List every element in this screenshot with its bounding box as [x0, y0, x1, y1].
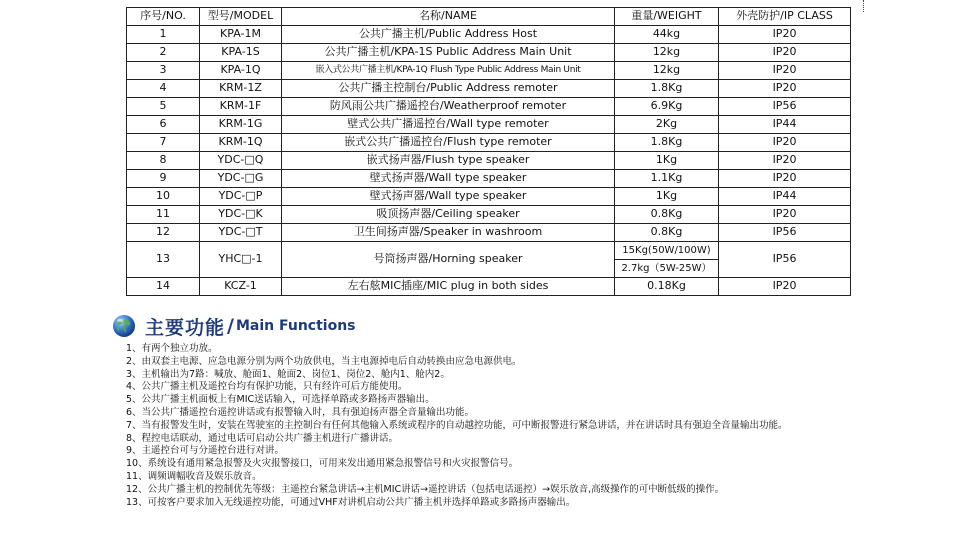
cell-model: YHC□-1	[200, 242, 282, 278]
table-row-horning-speaker	[127, 242, 851, 278]
main-functions-heading	[112, 312, 356, 340]
table-row	[127, 224, 851, 242]
cell-name: 号筒扬声器/Horning speaker	[282, 242, 615, 278]
cell-no: 14	[127, 278, 200, 296]
cell-no: 8	[127, 152, 200, 170]
table-row	[127, 98, 851, 116]
cell-model: KPA-1S	[200, 44, 282, 62]
cell-model: KPA-1M	[200, 26, 282, 44]
header-weight: 重量/WEIGHT	[615, 8, 719, 26]
list-item: 7、当有报警发生时，安装在驾驶室的主控制台有任何其他输入系统或程序的自动越控功能，可中断报警进行紧急讲话，并在讲话时具有强迫全音量输出功能。	[126, 419, 788, 431]
cell-ip: IP44	[719, 116, 851, 134]
list-item: 10、系统设有通用紧急报警及火灾报警接口，可用来发出通用紧急报警信号和火灾报警信号。	[126, 458, 519, 470]
cell-weight: 1Kg	[615, 188, 719, 206]
cell-model: KRM-1Q	[200, 134, 282, 152]
cell-ip: IP20	[719, 134, 851, 152]
cell-weight: 0.8Kg	[615, 224, 719, 242]
table-body	[127, 26, 851, 296]
table-row	[127, 134, 851, 152]
header-no: 序号/NO.	[127, 8, 200, 26]
cell-no: 6	[127, 116, 200, 134]
table-row	[127, 62, 851, 80]
function-list	[126, 343, 886, 509]
list-item: 1、有两个独立功放。	[126, 343, 218, 354]
cell-weight: 0.18Kg	[615, 278, 719, 296]
cell-model: KRM-1G	[200, 116, 282, 134]
cell-model: KRM-1Z	[200, 80, 282, 98]
table-row	[127, 44, 851, 62]
list-item: 6、当公共广播遥控台遥控讲话或有报警输入时，具有强迫扬声器全音量输出功能。	[126, 406, 475, 418]
table-row	[127, 26, 851, 44]
cell-name: 吸顶扬声器/Ceiling speaker	[282, 206, 615, 224]
cell-no: 4	[127, 80, 200, 98]
list-item: 13、可按客户要求加入无线遥控功能，可通过VHF对讲机启动公共广播主机并选择单路或多路扬声器输出。	[126, 496, 576, 508]
cell-ip: IP20	[719, 44, 851, 62]
cell-no: 10	[127, 188, 200, 206]
cell-ip: IP20	[719, 152, 851, 170]
cell-no: 7	[127, 134, 200, 152]
cell-weight: 44kg	[615, 26, 719, 44]
cell-no: 3	[127, 62, 200, 80]
list-item: 11、调频调幅收音及娱乐放音。	[126, 470, 262, 482]
cell-no: 2	[127, 44, 200, 62]
list-item: 2、由双套主电源、应急电源分别为两个功放供电，当主电源掉电后自动转换由应急电源供电。	[126, 355, 522, 367]
table-row	[127, 116, 851, 134]
cell-model: KCZ-1	[200, 278, 282, 296]
cell-weight: 1.1Kg	[615, 170, 719, 188]
table-row	[127, 152, 851, 170]
cell-model: KRM-1F	[200, 98, 282, 116]
cell-model: KPA-1Q	[200, 62, 282, 80]
cell-name: 卫生间扬声器/Speaker in washroom	[282, 224, 615, 242]
section-title-english: Main Functions	[235, 318, 356, 334]
cell-no: 13	[127, 242, 200, 278]
table-row	[127, 278, 851, 296]
cell-weight-split	[615, 242, 719, 278]
cell-model: YDC-□K	[200, 206, 282, 224]
list-item: 9、主遥控台可与分遥控台进行对讲。	[126, 445, 285, 457]
cell-ip: IP20	[719, 278, 851, 296]
cell-model: YDC-□G	[200, 170, 282, 188]
cell-ip: IP56	[719, 224, 851, 242]
cell-no: 5	[127, 98, 200, 116]
cell-weight-high-power: 15Kg(50W/100W)	[615, 242, 718, 260]
cell-name: 嵌式扬声器/Flush type speaker	[282, 152, 615, 170]
cell-no: 12	[127, 224, 200, 242]
table-row	[127, 188, 851, 206]
cell-no: 9	[127, 170, 200, 188]
product-spec-table	[126, 7, 851, 296]
cell-name: 壁式公共广播遥控台/Wall type remoter	[282, 116, 615, 134]
cell-name: 公共广播主机/Public Address Host	[282, 26, 615, 44]
list-item: 12、公共广播主机的控制优先等级：主遥控台紧急讲话→主机MIC讲话→遥控讲话（包括电话遥控）→娱乐放音,高级操作的可中断低级的操作。	[126, 483, 725, 495]
cell-ip: IP20	[719, 206, 851, 224]
table-row	[127, 80, 851, 98]
cell-name: 防风雨公共广播遥控台/Weatherproof remoter	[282, 98, 615, 116]
cell-name: 公共广播主机/KPA-1S Public Address Main Unit	[282, 44, 615, 62]
cell-model: YDC-□Q	[200, 152, 282, 170]
cell-name: 嵌式公共广播遥控台/Flush type remoter	[282, 134, 615, 152]
cell-ip: IP20	[719, 62, 851, 80]
cell-weight: 1Kg	[615, 152, 719, 170]
list-item: 8、程控电话联动，通过电话可启动公共广播主机进行广播讲话。	[126, 432, 399, 444]
cell-weight: 6.9Kg	[615, 98, 719, 116]
globe-icon	[112, 314, 136, 338]
list-item: 4、公共广播主机及遥控台均有保护功能，只有经许可后方能使用。	[126, 381, 408, 393]
cell-weight: 12kg	[615, 62, 719, 80]
cell-name: 公共广播主控制台/Public Address remoter	[282, 80, 615, 98]
section-title-slash: /	[227, 315, 234, 337]
cell-name: 壁式扬声器/Wall type speaker	[282, 170, 615, 188]
cell-weight-low-power: 2.7kg（5W-25W）	[621, 263, 712, 274]
cell-ip: IP44	[719, 188, 851, 206]
cell-name: 左右舷MIC插座/MIC plug in both sides	[282, 278, 615, 296]
cell-weight: 0.8Kg	[615, 206, 719, 224]
list-item: 5、公共广播主机面板上有MIC送话输入，可选择单路或多路扬声器输出。	[126, 394, 435, 406]
cell-weight: 1.8Kg	[615, 80, 719, 98]
page-edge-mark	[859, 0, 864, 12]
table-header-row	[127, 8, 851, 26]
cell-ip: IP20	[719, 170, 851, 188]
cell-ip: IP56	[719, 242, 851, 278]
cell-ip: IP56	[719, 98, 851, 116]
cell-model: YDC-□P	[200, 188, 282, 206]
list-item: 3、主机输出为7路：喊放、舱面1、舱面2、岗位1、岗位2、舱内1、舱内2。	[126, 368, 450, 380]
table-row	[127, 206, 851, 224]
cell-ip: IP20	[719, 80, 851, 98]
header-name: 名称/NAME	[282, 8, 615, 26]
cell-weight: 12kg	[615, 44, 719, 62]
cell-name: 嵌入式公共广播主机/KPA-1Q Flush Type Public Address Main Unit	[282, 62, 615, 80]
header-model: 型号/MODEL	[200, 8, 282, 26]
cell-weight: 2Kg	[615, 116, 719, 134]
cell-no: 11	[127, 206, 200, 224]
cell-name: 壁式扬声器/Wall type speaker	[282, 188, 615, 206]
section-title-chinese: 主要功能	[145, 316, 226, 339]
cell-ip: IP20	[719, 26, 851, 44]
cell-model: YDC-□T	[200, 224, 282, 242]
cell-weight: 1.8Kg	[615, 134, 719, 152]
cell-no: 1	[127, 26, 200, 44]
table-row	[127, 170, 851, 188]
header-ip-class: 外壳防护/IP CLASS	[719, 8, 851, 26]
